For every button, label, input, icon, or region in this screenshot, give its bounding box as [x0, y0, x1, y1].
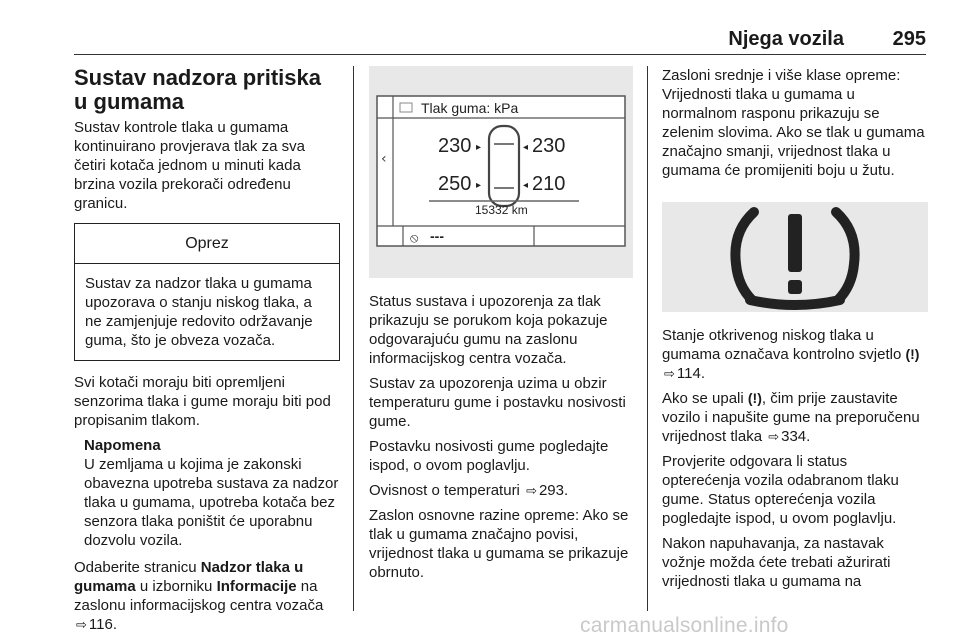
rear-right-pressure: 210: [532, 173, 566, 195]
svg-text:▸: ▸: [476, 180, 482, 191]
section-heading: Sustav nadzora pritiska u gumama: [74, 65, 321, 114]
warning-light-paragraph: Stanje otkrivenog niskog tlaka u gumama označava kontrolno svjetlo (!) ⇨ 114.: [662, 327, 920, 382]
note-text: U zemljama u kojima je zakonski obavezna upotreba sustava za nadzor tlaka u gumama, upotreba kotača bez senzora tlaka poništit će uporabnu dozvolu vozila.: [84, 456, 339, 549]
temperature-paragraph: Sustav za upozorenja uzima u obzir temperaturu gume i postavku nosivosti gume.: [369, 375, 626, 430]
caution-title: Oprez: [75, 224, 339, 264]
page-ref-arrow-icon: ⇨: [768, 429, 780, 444]
menu-name-pressure: Nadzor tlaka u gumama: [74, 559, 304, 595]
page-ref-arrow-icon: ⇨: [76, 617, 87, 632]
svg-text:▸: ▸: [476, 142, 482, 153]
front-right-pressure: 230: [532, 135, 566, 157]
rear-left-pressure: 250: [438, 173, 472, 195]
odometer-reading: 15332 km: [475, 203, 528, 217]
page-ref-link[interactable]: 114.: [676, 365, 705, 382]
column-2: [369, 66, 633, 588]
note-title: Napomena: [84, 437, 161, 454]
inflation-paragraph: Nakon napuhavanja, za nastavak vožnje možda ćete trebati ažurirati vrijednosti tlaka u gumama na: [662, 535, 891, 590]
svg-text:◂: ◂: [523, 180, 529, 191]
page-ref-arrow-icon: ⇨: [664, 366, 675, 381]
tpms-warning-image: [662, 202, 928, 312]
column-divider: [353, 66, 354, 611]
select-page-paragraph: Odaberite stranicu Nadzor tlaka u gumama u izborniku Informacije na zaslonu informacijskog centra vozača ⇨ 116.: [74, 559, 324, 633]
header-divider: [74, 54, 926, 55]
tire-pressure-display-image: [369, 66, 633, 278]
load-status-paragraph: Provjerite odgovara li status opterećenja vozila odabranom tlaku gume. Status opterećenja vozila pogledajte ispod, u ovom poglavlju.: [662, 453, 899, 527]
svg-text:◂: ◂: [523, 142, 529, 153]
page-header: [74, 28, 926, 54]
sensor-paragraph: Svi kotači moraju biti opremljeni senzorima tlaka i gume moraju biti pod propisanim tlakom.: [74, 374, 331, 429]
tpms-small-icon: ⦸: [410, 231, 419, 246]
section-title: Njega vozila: [728, 28, 844, 50]
tpms-warning-light-icon: [735, 212, 854, 305]
page-number: 295: [892, 28, 926, 50]
mid-display-paragraph: Zasloni srednje i više klase opreme: Vrijednosti tlaka u gumama u normalnom rasponu prikazuju se zelenim slovima. Ako se tlak u gumama značajno smanji, vrijednost tlaka u gumama će promijeniti boju u žutu.: [662, 67, 925, 179]
page-ref-link[interactable]: 293.: [538, 482, 569, 499]
status-paragraph: Status sustava i upozorenja za tlak prikazuju se porukom koja pokazuje odgovarajuću gumu na zaslonu informacijskog centra vozača.: [369, 293, 608, 367]
bottom-value: ---: [430, 228, 444, 244]
temperature-ref-paragraph: Ovisnost o temperaturi ⇨ 293.: [369, 482, 569, 499]
intro-paragraph: Sustav kontrole tlaka u gumama kontinuirano provjerava tlak za sva četiri kotača jednom u minuti kada brzina vozila prekorači određenu granicu.: [74, 119, 305, 212]
menu-name-info: Informacije: [216, 578, 297, 595]
tpms-warning-icon: (!): [747, 390, 762, 406]
basic-display-paragraph: Zaslon osnovne razine opreme: Ako se tlak u gumama značajno povisi, vrijednost tlaka u gumama se prikazuje obrnuto.: [369, 507, 629, 581]
column-divider: [647, 66, 648, 611]
column-1: [74, 66, 340, 640]
page-ref-link[interactable]: 116.: [88, 616, 117, 633]
back-chevron-icon: ‹: [381, 151, 387, 167]
tpms-warning-icon: (!): [905, 346, 920, 362]
caution-box: [74, 223, 340, 361]
stop-vehicle-paragraph: Ako se upali (!), čim prije zaustavite vozilo i napušite gume na preporučenu vrijednost tlaka ⇨ 334.: [662, 390, 920, 445]
front-left-pressure: 230: [438, 135, 472, 157]
column-3: [662, 66, 928, 597]
note-block: [84, 436, 340, 550]
display-title: Tlak guma: kPa: [421, 100, 519, 116]
caution-text: Sustav za nadzor tlaka u gumama upozorava o stanju niskog tlaka, a ne zamjenjuje redovito održavanje guma, što je obveza vozača.: [85, 275, 313, 349]
page-ref-link[interactable]: 334.: [781, 428, 811, 445]
load-setting-paragraph: Postavku nosivosti gume pogledajte ispod, o ovom poglavlju.: [369, 438, 609, 474]
watermark: carmanualsonline.info: [580, 614, 789, 637]
page-ref-arrow-icon: ⇨: [526, 483, 537, 498]
